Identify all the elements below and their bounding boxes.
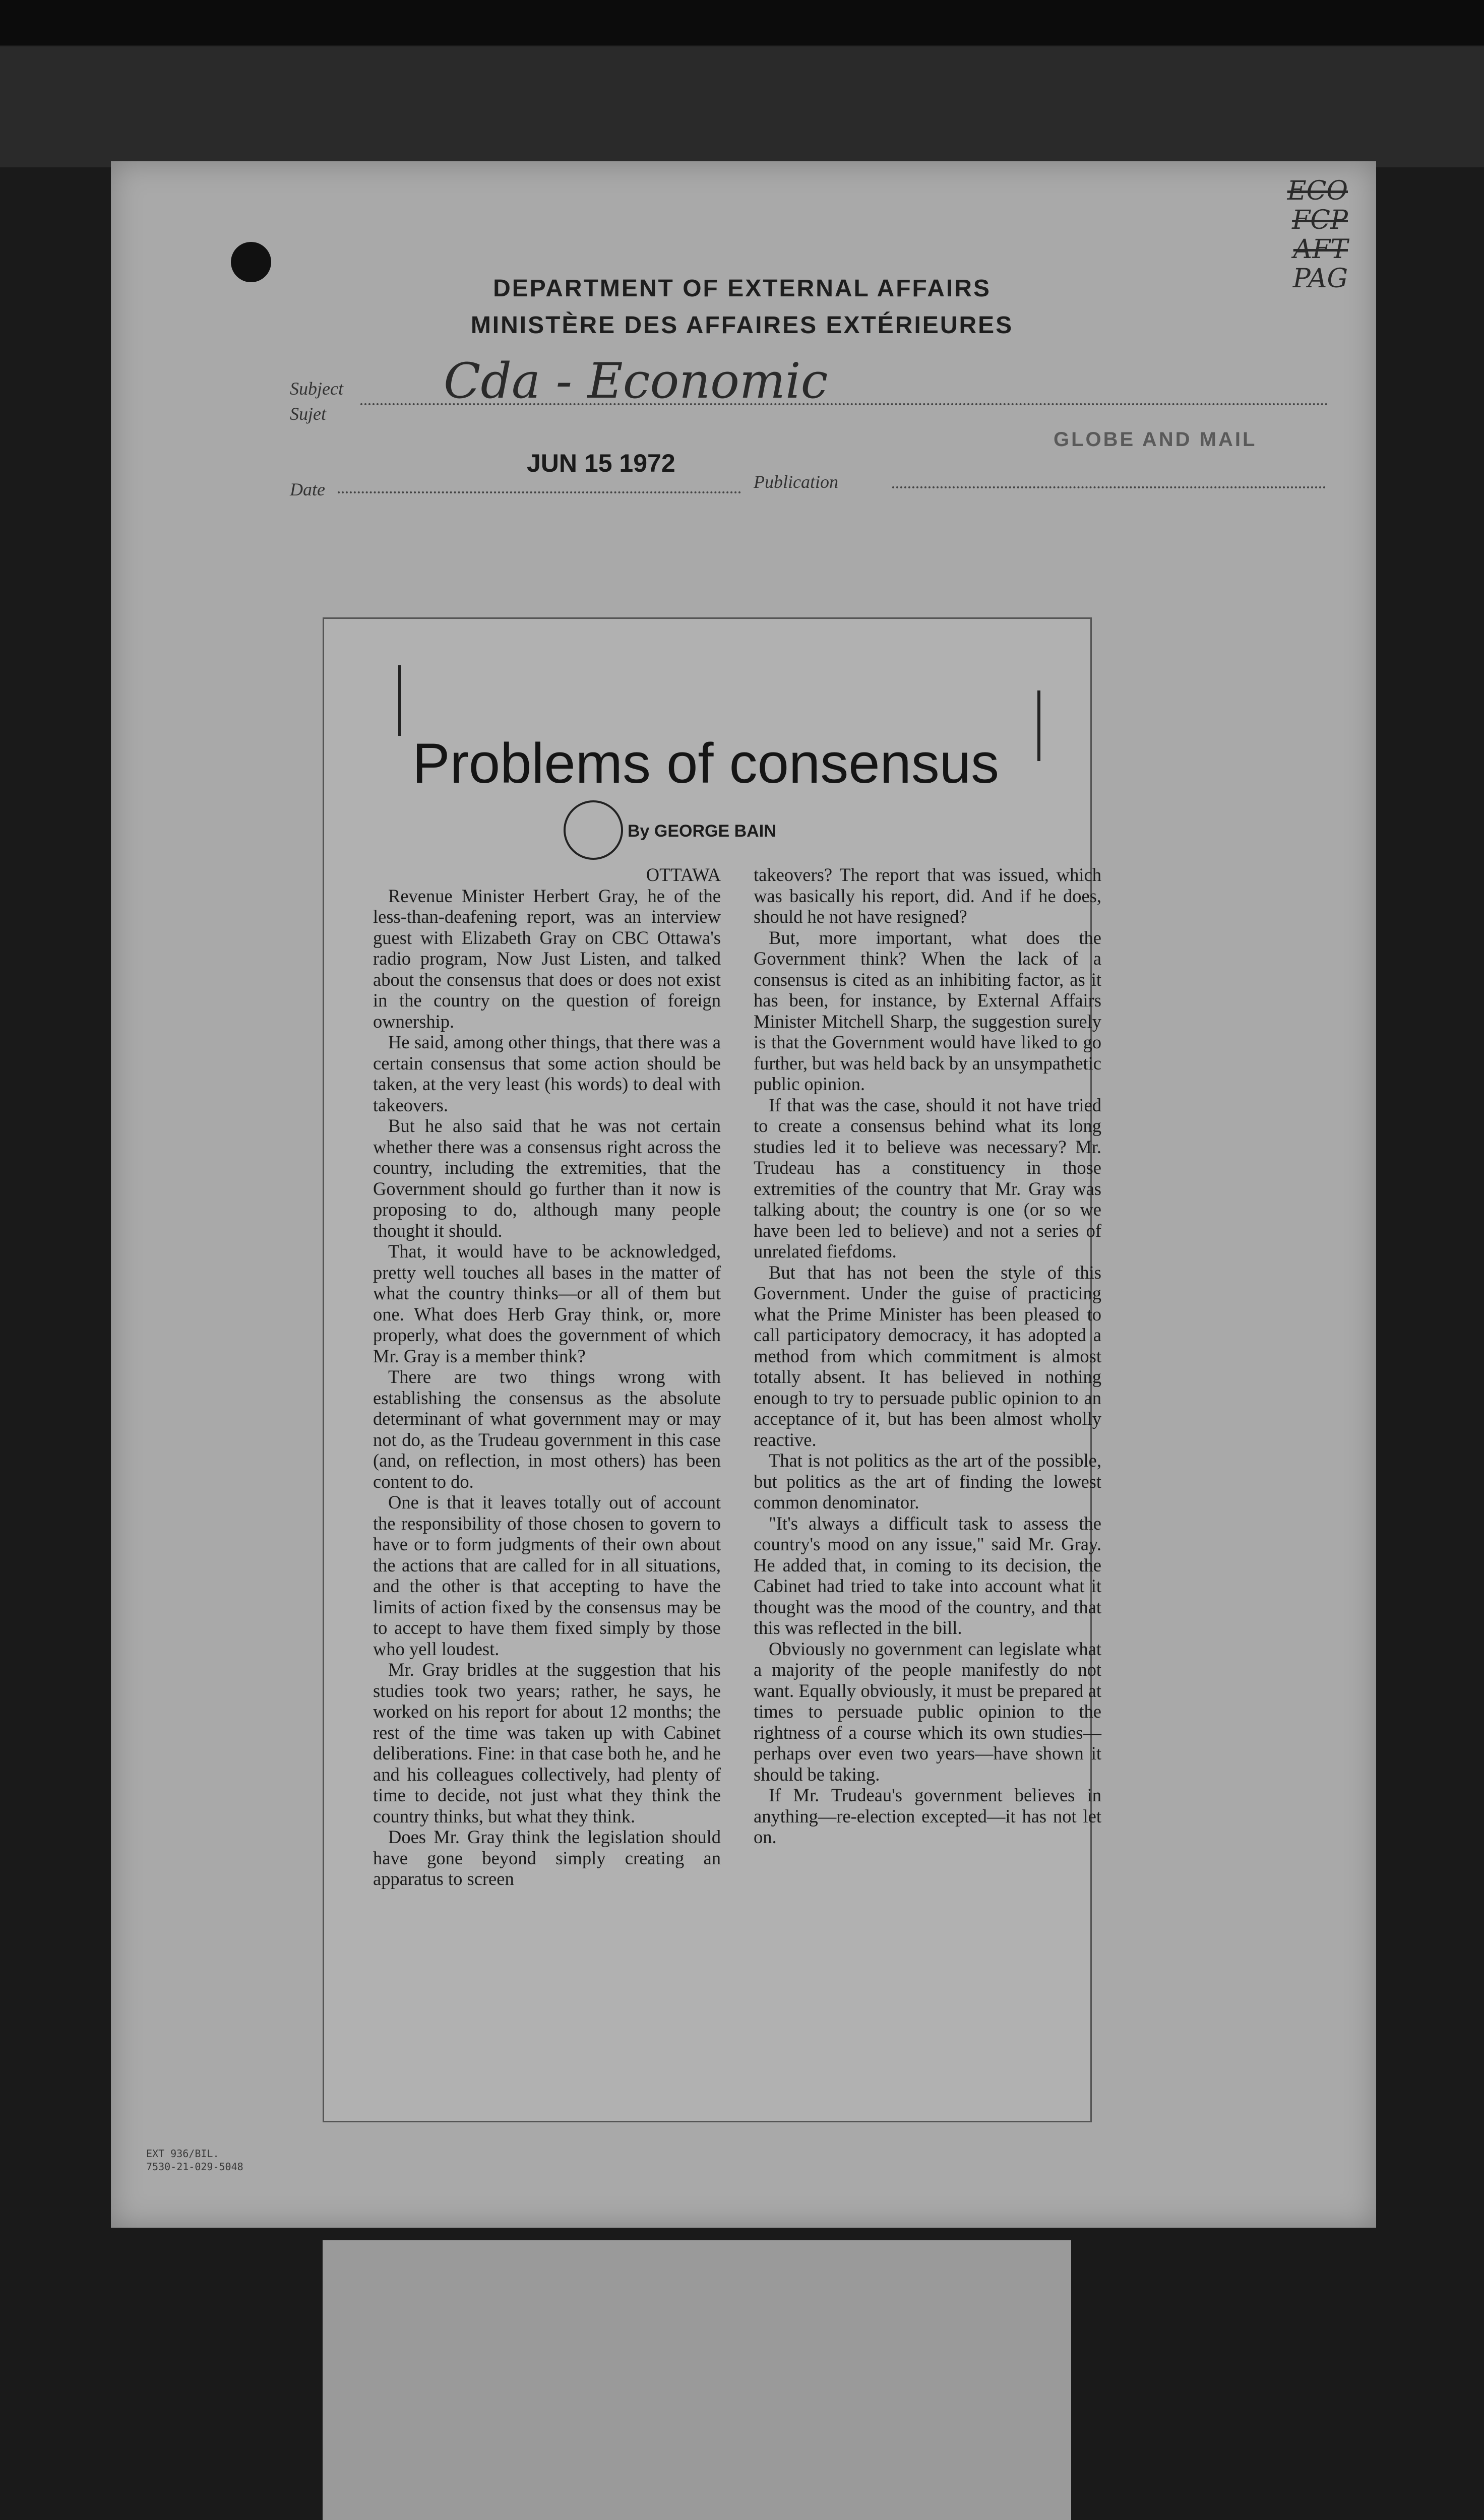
sujet-label: Sujet bbox=[290, 404, 326, 424]
article-paragraph: But he also said that he was not certain whether there was a consensus right across the country, including the extremities, that the Government should go further than it now is proposing to do, although many people thought it should. bbox=[373, 1115, 721, 1241]
department-name-english: DEPARTMENT OF EXTERNAL AFFAIRS bbox=[493, 275, 991, 302]
article-paragraph: Revenue Minister Herbert Gray, he of the less-than-deafening report, was an interview guest with Elizabeth Gray on CBC Ottawa's radio program, Now Just Listen, and talked about the consensus that does or does not exist in the country on the question of foreign ownership. bbox=[373, 885, 721, 1032]
film-border-top bbox=[0, 0, 1484, 45]
article-byline: By GEORGE BAIN bbox=[628, 822, 776, 841]
article-paragraph: Obviously no government can legislate what a majority of the people manifestly do not want. Equally obviously, it must be prepared at times to persuade public opinion to the rightness of a course which its own studies—perhaps over even two years—have shown it should be taking. bbox=[754, 1638, 1101, 1785]
subject-label: Subject bbox=[290, 379, 343, 399]
next-page-card bbox=[323, 2240, 1071, 2520]
article-paragraph: That, it would have to be acknowledged, pretty well touches all bases in the matter of what the country thinks—or all of them but one. What does Herb Gray think, or, more properly, what does the government of which Mr. Gray is a member think? bbox=[373, 1241, 721, 1366]
date-label: Date bbox=[290, 479, 325, 499]
article-title: Problems of consensus bbox=[412, 732, 1000, 795]
article-paragraph: If that was the case, should it not have tried to create a consensus behind what its long studies led it to believe was necessary? Mr. Trudeau has a constituency in those extremities of the country that Mr. Gray was talking about; the country is one (or so we have been led to believe) and not a series of unrelated fiefdoms. bbox=[754, 1094, 1101, 1262]
routing-code: AFT bbox=[1293, 234, 1348, 265]
date-stamp: JUN 15 1972 bbox=[527, 449, 675, 477]
article-paragraph: If Mr. Trudeau's government believes in anything—re-election excepted—it has not let on. bbox=[754, 1785, 1101, 1847]
article-column-right bbox=[754, 864, 1101, 1848]
article-paragraph: Does Mr. Gray think the legislation should have gone beyond simply creating an apparatus to screen bbox=[373, 1826, 721, 1889]
article-paragraph: But that has not been the style of this Government. Under the guise of practicing what the Prime Minister has been pleased to call participatory democracy, it has adopted a method from which commitment is almost totally absent. It has believed in nothing enough to try to persuade public opinion to an acceptance of it, but has been almost wholly reactive. bbox=[754, 1262, 1101, 1450]
subject-handwritten: Cda - Economic bbox=[444, 353, 828, 409]
routing-code: ECO bbox=[1287, 176, 1348, 206]
form-code-line: EXT 936/BIL. bbox=[146, 2148, 219, 2160]
film-margin bbox=[0, 46, 1484, 167]
article-paragraph: There are two things wrong with establishing the consensus as the absolute determinant of what government may or may not do, as the Trudeau government in this case (and, on reflection, in most others) has been content to do. bbox=[373, 1366, 721, 1492]
routing-codes bbox=[1287, 176, 1348, 293]
article-dateline: OTTAWA bbox=[646, 864, 721, 885]
circled-handwritten-mark bbox=[564, 800, 623, 860]
routing-code: FCP bbox=[1292, 205, 1348, 235]
form-code bbox=[146, 2147, 243, 2173]
article-paragraph: Mr. Gray bridles at the suggestion that his studies took two years; rather, he says, he worked on his report for about 12 months; the rest of the time was taken up with Cabinet deliberations. Fine: in that case both he, and he and his colleagues collectively, had plenty of time to decide, not just what they think the country thinks, but what they think. bbox=[373, 1659, 721, 1826]
article-paragraph: takeovers? The report that was issued, which was basically his report, did. And if he does, should he not have resigned? bbox=[754, 864, 1101, 927]
article-column-left bbox=[373, 864, 721, 1889]
date-line bbox=[338, 491, 741, 493]
routing-code: PAG bbox=[1292, 264, 1348, 294]
article-paragraph: That is not politics as the art of the possible, but politics as the art of finding the lowest common denominator. bbox=[754, 1450, 1101, 1513]
department-name-french: MINISTÈRE DES AFFAIRES EXTÉRIEURES bbox=[470, 312, 1014, 339]
publication-line bbox=[892, 486, 1326, 488]
article-paragraph: He said, among other things, that there was a certain consensus that some action should be taken, at the very least (his words) to deal with takeovers. bbox=[373, 1032, 721, 1115]
publication-label: Publication bbox=[754, 472, 838, 492]
form-code-line: 7530-21-029-5048 bbox=[146, 2161, 243, 2173]
article-paragraph: "It's always a difficult task to assess the country's mood on any issue," said Mr. Gray. He added that, in coming to its decision, the Cabinet had tried to take into account what it thought was the mood of the country, and that this was reflected in the bill. bbox=[754, 1513, 1101, 1638]
article-paragraph: But, more important, what does the Government think? When the lack of a consensus is cited as an inhibiting factor, as it has been, for instance, by External Affairs Minister Mitchell Sharp, the suggestion surely is that the Government would have liked to go further, but was held back by an unsympathetic public opinion. bbox=[754, 927, 1101, 1094]
clipping-mark bbox=[398, 665, 401, 736]
publication-stamp: GLOBE AND MAIL bbox=[1054, 428, 1257, 451]
article-paragraph: One is that it leaves totally out of account the responsibility of those chosen to govern to have or to form judgments of their own about the actions that are called for in all situations, and the other is that accepting to have the limits of action fixed by the consensus may be to accept to have them fixed simply by those who yell loudest. bbox=[373, 1492, 721, 1659]
